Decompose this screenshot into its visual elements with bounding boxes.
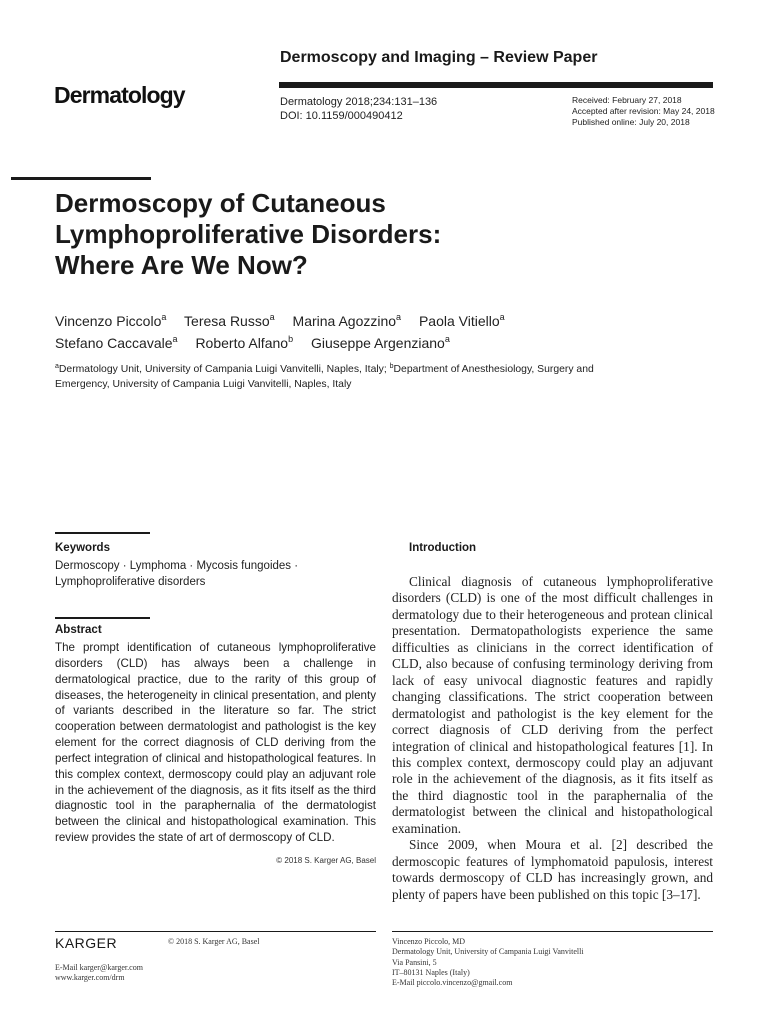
publisher-website[interactable]: www.karger.com/drm: [55, 973, 125, 982]
abstract-heading: Abstract: [55, 624, 102, 636]
introduction-text: [392, 574, 713, 903]
dates-block: [572, 95, 715, 128]
title-line: Dermoscopy of Cutaneous: [55, 188, 386, 218]
author-name: Paola Vitiello$^a$: [418, 312, 505, 329]
author-list: [55, 310, 715, 354]
citation-doi[interactable]: DOI: 10.1159/000490412: [280, 110, 403, 122]
title-line: Where Are We Now?: [55, 250, 308, 280]
footer-rule: [392, 931, 713, 932]
abstract-copyright: © 2018 S. Karger AG, Basel: [276, 856, 376, 865]
footer-copyright: © 2018 S. Karger AG, Basel: [168, 937, 260, 946]
publisher-email[interactable]: E-Mail karger@karger.com: [55, 963, 143, 972]
keywords-list: Dermoscopy · Lymphoma · Mycosis fungoides · Lymphoproliferative disorders: [55, 560, 299, 588]
footer-rule: [55, 931, 376, 932]
abstract-rule: [55, 617, 150, 619]
correspondence-address: [392, 937, 584, 988]
journal-logo: Dermatology: [54, 82, 185, 108]
paragraph: Since 2009, when Moura et al. [2] described the dermoscopic features of lymphomatoid papulosis, interest towards dermoscopy of CLD has increasingly grown, and plenty of papers have been published on this topic [3–17].: [392, 837, 713, 902]
keywords-rule: [55, 532, 150, 534]
author-name: Roberto Alfano$^b$: [195, 334, 294, 351]
title-line: Lymphoproliferative Disorders:: [55, 219, 442, 249]
section-label: Dermoscopy and Imaging – Review Paper: [280, 49, 598, 66]
corr-name: Vincenzo Piccolo, MD: [392, 937, 466, 946]
header-rule: [279, 82, 713, 88]
citation-block: [280, 95, 437, 123]
article-title: [55, 188, 615, 281]
author-name: Teresa Russo$^a$: [184, 312, 275, 329]
accepted-date: Accepted after revision: May 24, 2018: [572, 106, 715, 116]
introduction-heading: Introduction: [409, 542, 477, 554]
keywords-heading: Keywords: [55, 542, 110, 554]
published-date: Published online: July 20, 2018: [572, 117, 690, 127]
corr-city: IT–80131 Naples (Italy): [392, 967, 470, 977]
corr-street: Via Pansini, 5: [392, 957, 437, 967]
title-rule: [11, 177, 151, 180]
author-name: Stefano Caccavale$^a$: [55, 334, 178, 351]
citation-volume: Dermatology 2018;234:131–136: [280, 96, 438, 108]
publisher-logo: KARGER: [55, 935, 118, 951]
affiliations: $^a$Dermatology Unit, University of Campania Luigi Vanvitelli, Naples, Italy; $^b$Department of Anesthesiology, Surgery and Emergency, University of Campania Luigi Vanvitelli, Naples, Italy: [55, 363, 594, 390]
publisher-contacts: [55, 963, 143, 983]
author-name: Giuseppe Argenziano$^a$: [310, 334, 450, 351]
received-date: Received: February 27, 2018: [572, 95, 682, 105]
corr-email[interactable]: E-Mail piccolo.vincenzo@gmail.com: [392, 978, 513, 988]
abstract-text: The prompt identification of cutaneous lymphoproliferative disorders (CLD) has always been a challenge in dermatological practice, due to the rarity of this group of diseases, the heterogeneity in clinical presentation, and plenty of variants described in the literature so far. The strict cooperation between dermatologist and pathologist is the key element for the correct diagnosis of CLD deriving from the perfect integration of clinical and histopathological features. In this complex context, dermoscopy could play an adjuvant role in the achievement of the diagnosis, as it fits itself as the third diagnostic tool in the paraphernalia of the dermatologist between the clinical and histopathological examination. This review provides the state of art of dermoscopy of CLD.: [55, 641, 376, 845]
corr-unit: Dermatology Unit, University of Campania Luigi Vanvitelli: [392, 947, 584, 957]
author-name: Marina Agozzino$^a$: [292, 312, 402, 329]
author-name: Vincenzo Piccolo$^a$: [55, 312, 167, 329]
paragraph: Clinical diagnosis of cutaneous lymphoproliferative disorders (CLD) is one of the most difficult challenges in dermatology due to their heterogeneous and protean clinical presentation. Dermatopathologists experience the same difficulties as clinicians in the correct identification of CLD, also because of confusing terminology deriving from lack of easy univocal diagnostic features and rapidly changing classifications. The strict cooperation between dermatologist and pathologist is the key element for the correct diagnosis of CLD deriving from the perfect integration of clinical and histopathological features [1]. In this complex context, dermoscopy could play an adjuvant role in the achievement of the diagnosis, as it fits itself as the third diagnostic tool in the paraphernalia of the dermatologist between the clinical and histopathological examination.: [392, 574, 713, 836]
